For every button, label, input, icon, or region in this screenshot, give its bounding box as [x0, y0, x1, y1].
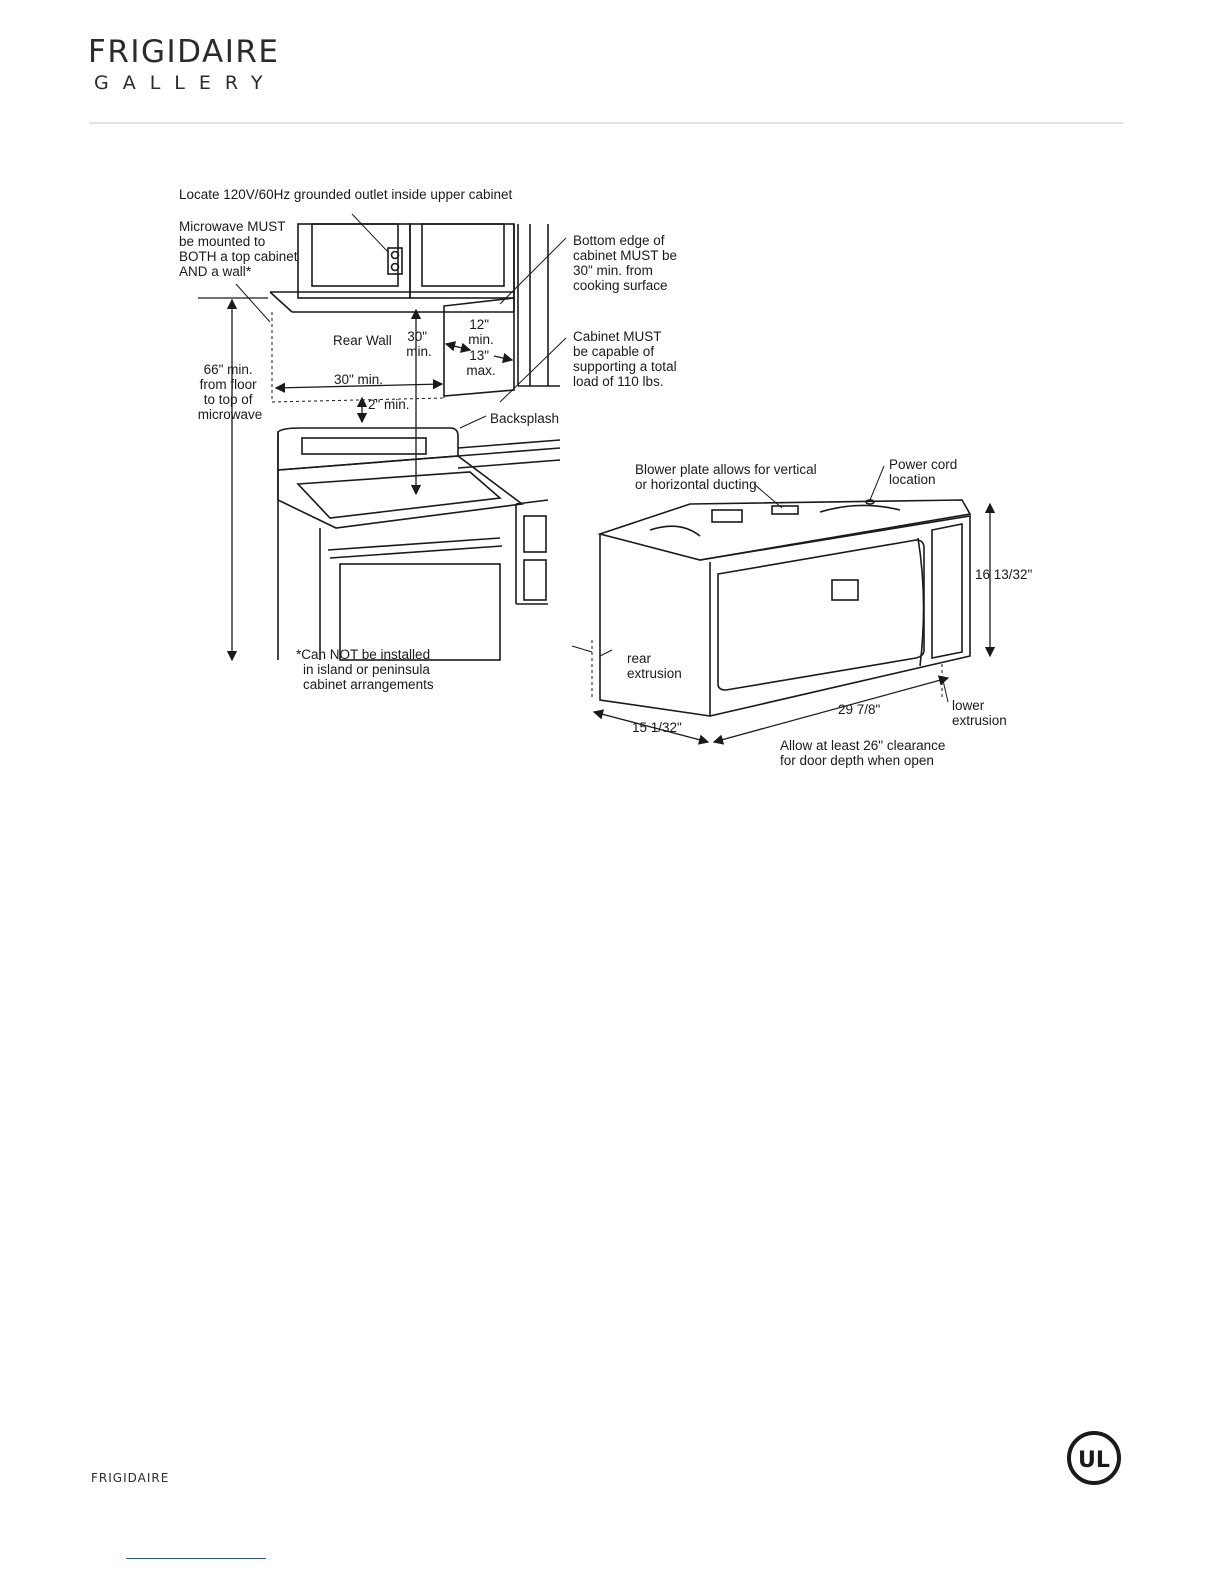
kitchen-line-art: [270, 224, 970, 716]
brand-name: FRIGIDAIRE: [88, 34, 280, 70]
ul-mark-text: UL: [1078, 1448, 1110, 1473]
dim-30-horizontal: 30" min.: [334, 372, 384, 387]
footer-link-underline[interactable]: [126, 1558, 266, 1559]
dim-12-min: 12" min.: [468, 317, 494, 347]
dim-30-vertical: 30" min.: [406, 329, 432, 359]
island-note: *Can NOT be installed in island or peninsula cabinet arrangements: [296, 647, 434, 692]
rear-extrusion-label: rear extrusion: [627, 651, 682, 681]
dim-13-max: 13" max.: [466, 348, 496, 378]
ul-certification-icon: [1066, 1430, 1122, 1486]
backsplash-label: Backsplash: [490, 411, 560, 426]
lower-extrusion-label: lower extrusion: [952, 698, 1007, 728]
depth-dim: 15 1/32": [632, 720, 682, 735]
blower-note: Blower plate allows for vertical or horizontal ducting: [635, 462, 817, 492]
brand-line: GALLERY: [94, 72, 277, 94]
footer-brand: FRIGIDAIRE: [91, 1471, 170, 1485]
rear-wall-label: Rear Wall: [333, 333, 392, 348]
clearance-note: Allow at least 26" clearance for door depth when open: [780, 738, 946, 768]
bottom-edge-note: Bottom edge of cabinet MUST be 30" min. from cooking surface: [573, 233, 678, 293]
height-dim: 16 13/32": [975, 567, 1033, 582]
diagram-labels: [179, 187, 1033, 768]
dim-2-min: 2" min.: [368, 397, 410, 412]
outlet-note: Locate 120V/60Hz grounded outlet inside upper cabinet: [179, 187, 513, 202]
width-dim: 29 7/8": [838, 702, 881, 717]
mount-note: Microwave MUST be mounted to BOTH a top cabinet AND a wall*: [179, 219, 298, 279]
dim-66-min: 66" min. from floor to top of microwave: [197, 362, 263, 422]
cabinet-load-note: Cabinet MUST be capable of supporting a total load of 110 lbs.: [573, 329, 677, 389]
power-cord-note: Power cord location: [889, 457, 958, 487]
